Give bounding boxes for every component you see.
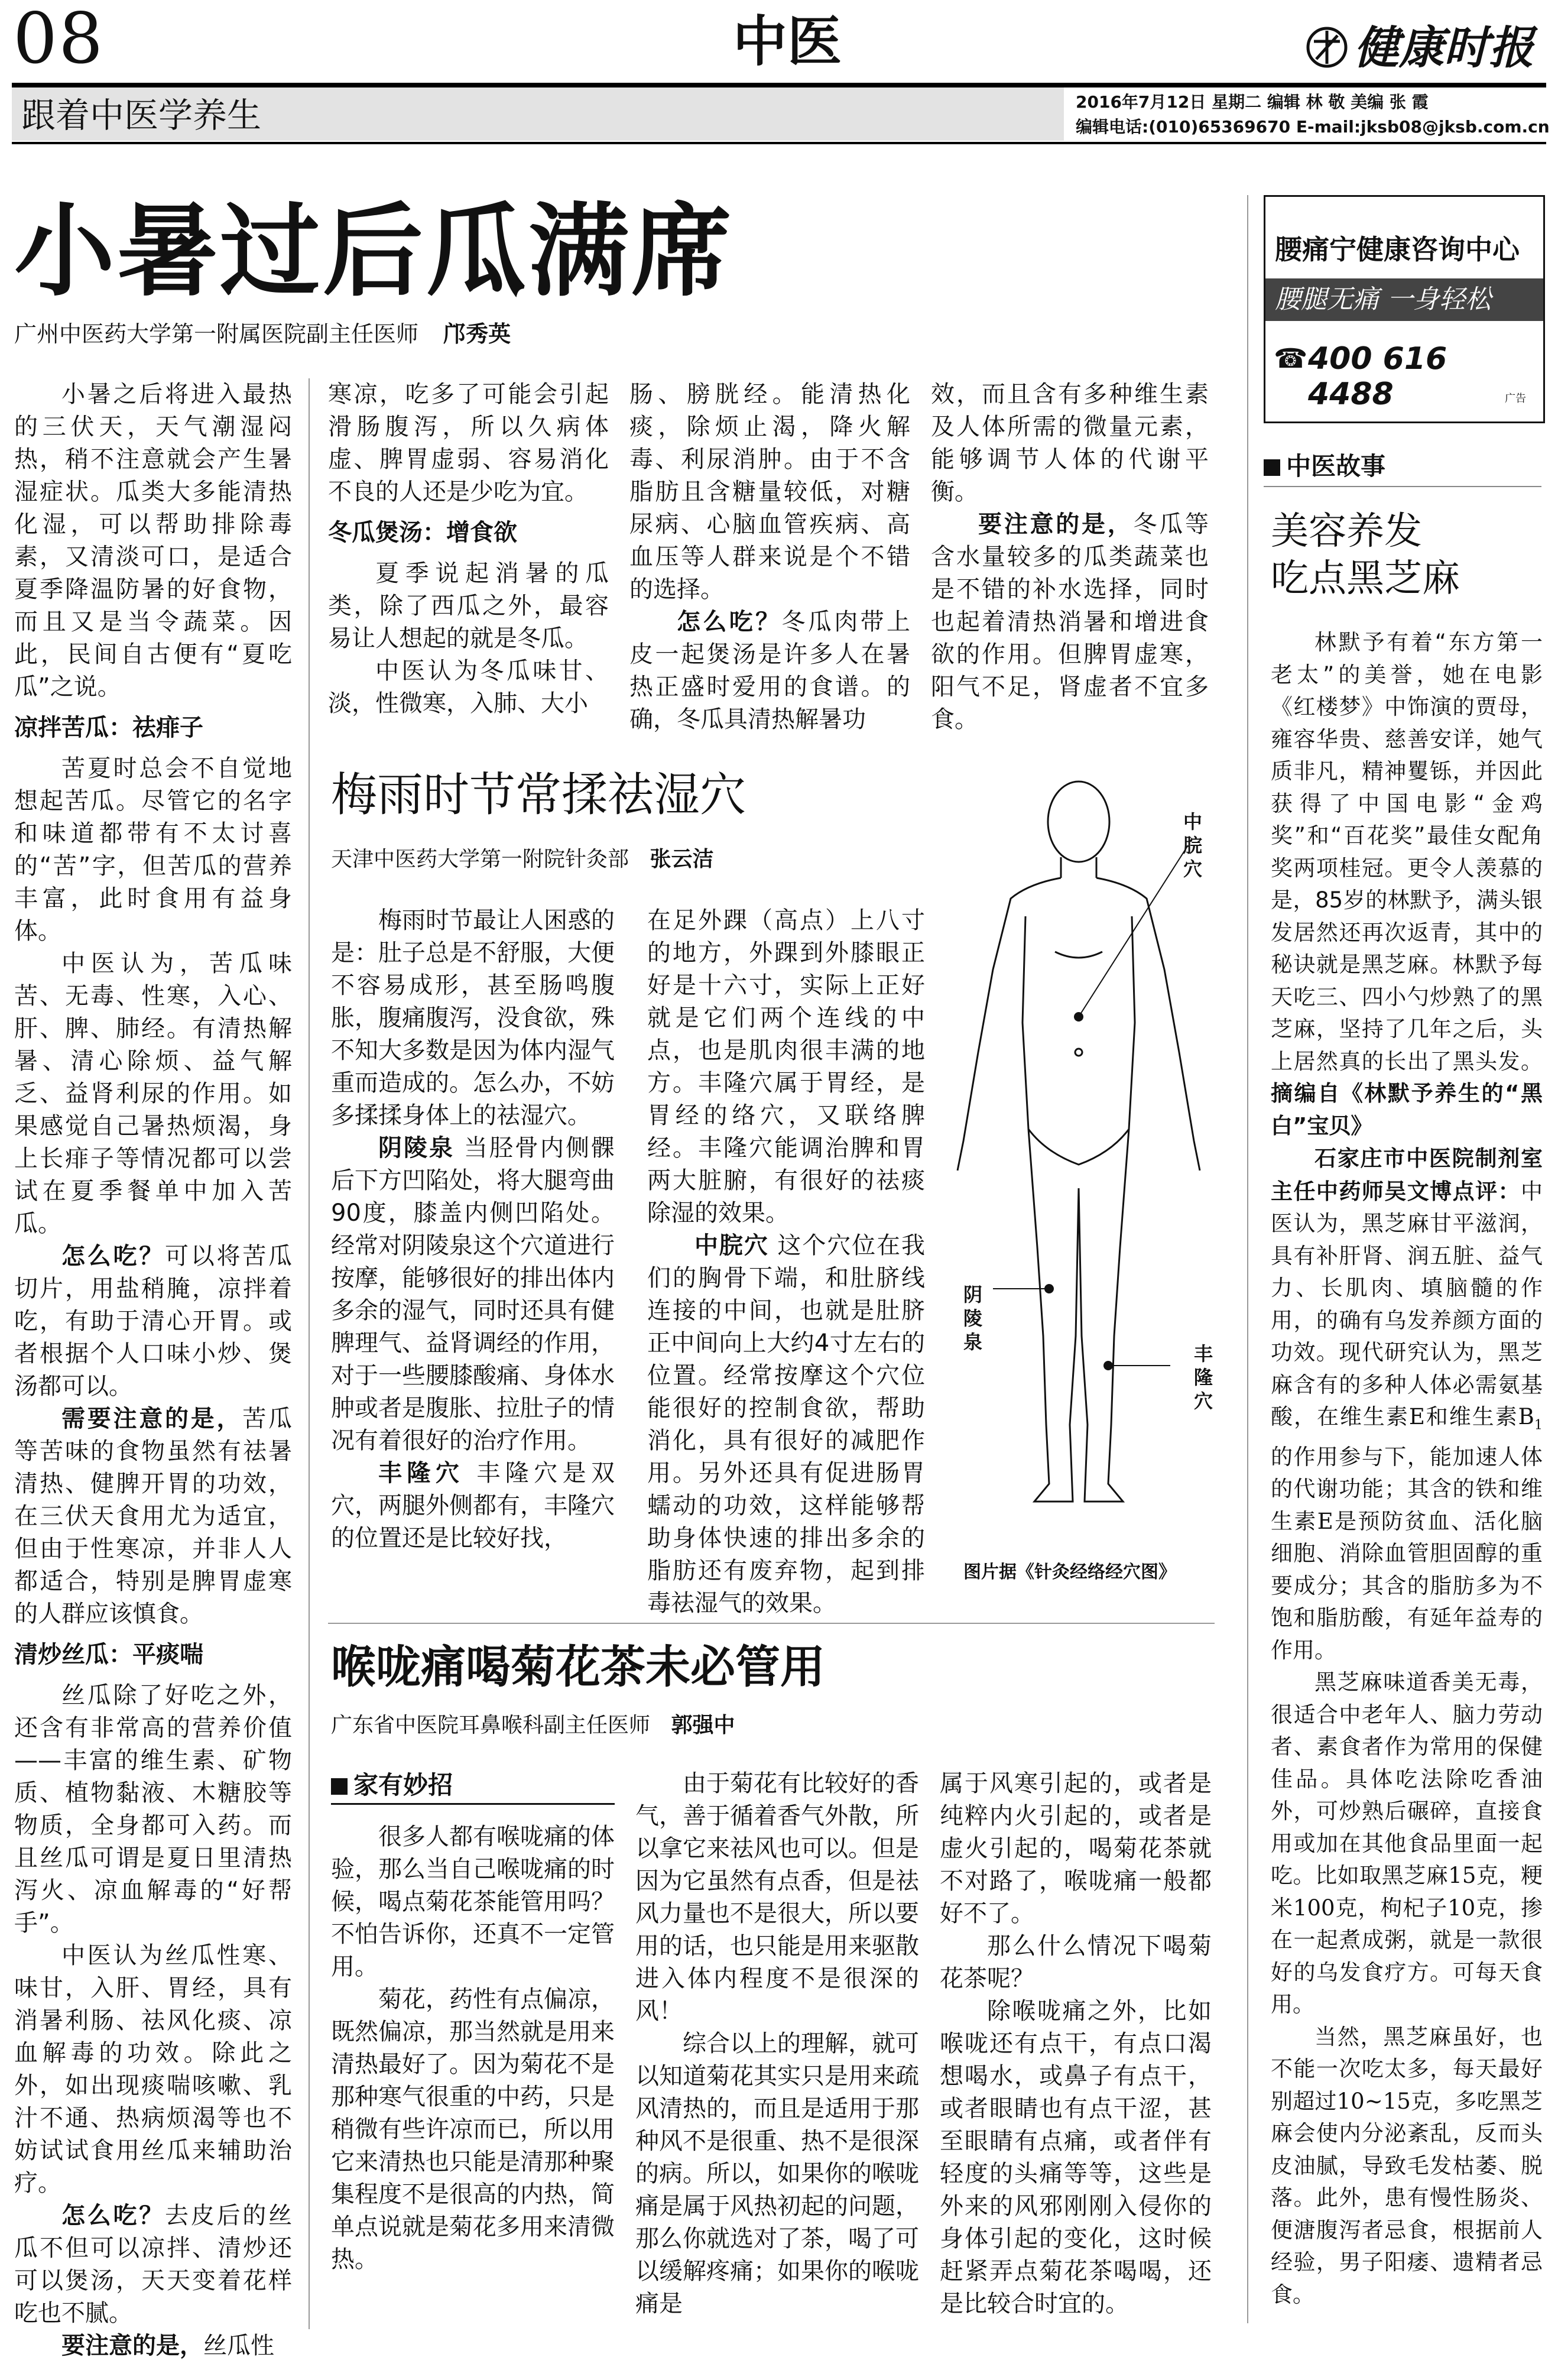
- subheading: 冬瓜煲汤：增食欲: [328, 519, 517, 546]
- byline-author: 邝秀英: [443, 321, 511, 347]
- paragraph-text: 林默予有着“东方第一老太”的美誉，她在电影《红楼梦》中饰演的贾母，雍容华贵、慈善安详，她气质非凡，精神矍铄，并因此获得了中国电影“金鸡奖”和“百花奖”最佳女配角奖两项桂冠。更令人羡慕的是，85岁的林默予，满头银发居然还再次返青，其中的秘诀就是黑芝麻。林默予每天吃三、四小勺炒熟了的黑芝麻，坚持了几年之后，头上居然真的长出了黑头发。: [1271, 630, 1543, 1074]
- label-fenglong: 丰隆穴: [1194, 1343, 1213, 1412]
- comment-text-cont: 的作用参与下，能加速人体的代谢功能；其含的铁和维生素E是预防贫血、活化脑细胞、消除血管胆固醇的重要成分；其含的脂肪多为不饱和脂肪酸，有延年益寿的作用。: [1271, 1444, 1543, 1663]
- paragraph: 中医认为丝瓜性寒、味甘，入肝、胃经，具有消暑利肠、祛风化痰、凉血解毒的功效。除此之外，如出现痰喘咳嗽、乳汁不通、热病烦渴等也不妨试试食用丝瓜来辅助治疗。: [14, 1942, 292, 2197]
- paragraph-text: 这个穴位在我们的胸骨下端，和肚脐线连接的中间，也就是肚脐正中间向上大约4寸左右的位置。经常按摩这个穴位能很好的控制食欲，帮助消化，具有很好的减肥作用。另外还具有促进肠胃蠕动的功效，这样能够帮助身体快速的排出多余的脂肪还有废弃物，起到排毒祛湿气的效果。: [647, 1232, 926, 1617]
- paragraph: 由于菊花有比较好的香气，善于循着香气外散，所以拿它来祛风也可以。但是因为它虽然有点香，但是祛风力量也不是很大，所以要用的话，也只能是用来驱散进入体内程度不是很深的风！: [635, 1770, 919, 2025]
- contact-line: 编辑电话:(010)65369670 E-mail:jksb08@jksb.com.cn: [1076, 117, 1550, 137]
- paragraph: 综合以上的理解，就可以知道菊花其实只是用来疏风清热的，而且是适用于那种风不是很重、热不是很深的病。所以，如果你的喉咙痛是属于风热初起的问题，那么你就选对了茶，喝了可以缓解疼痛；如果你的喉咙痛是: [635, 2030, 919, 2317]
- ad-tag: 广告: [1505, 393, 1526, 405]
- advertisement-box: [1264, 195, 1545, 423]
- paragraph: [14, 1240, 292, 1403]
- paragraph-text: 当胫骨内侧髁后下方凹陷处，将大腿弯曲90度，膝盖内侧凹陷处。经常对阴陵泉这个穴道进行按摩，能够很好的排出体内多余的湿气，同时还具有健脾理气、益肾调经的作用，对于一些腰膝酸痛、身体水肿或者是腹胀、拉肚子的情况有着很好的治疗作用。: [331, 1134, 615, 1454]
- paragraph: 属于风寒引起的，或者是纯粹内火引起的，或者是虚火引起的，喝菊花茶就不对路了，喉咙痛一般都好不了。: [940, 1770, 1212, 1927]
- paragraph: 中医认为，苦瓜味苦、无毒、性寒，入心、肝、脾、肺经。有清热解暑、清心除烦、益气解乏、益肾利尿的作用。如果感觉自己暑热烦渴，身上长痱子等情况都可以尝试在夏季餐单中加入苦瓜。: [14, 950, 292, 1237]
- article2-column2: [647, 904, 925, 1620]
- section-tag-zhongyigushi: [1264, 449, 1541, 484]
- acupoint-figure: [928, 774, 1223, 1602]
- column-divider: [309, 378, 310, 2329]
- sidebar-tag-rule: [1264, 486, 1541, 487]
- column-name: 跟着中医学养生: [21, 95, 262, 135]
- paragraph: 小暑之后将进入最热的三伏天，天气潮湿闷热，稍不注意就会产生暑湿症状。瓜类大多能清热化湿，可以帮助排除毒素，又清淡可口，是适合夏季降温防暑的好食物，而且又是当令蔬菜。因此，民间自古便有“夏吃瓜”之说。: [14, 381, 292, 701]
- comment-lead: 石家庄市中医院制剂室主任中药师吴文博点评：: [1271, 1145, 1543, 1204]
- paragraph: 中医认为冬瓜味甘、淡，性微寒，入肺、大小: [328, 657, 609, 717]
- lead-in: 需要注意的是，: [61, 1405, 243, 1432]
- paragraph-text: 去皮后的丝瓜不但可以凉拌、清炒还可以煲汤，天天变着花样吃也不腻。: [14, 2202, 292, 2327]
- paragraph: 除喉咙痛之外，比如喉咙还有点干，有点口渴想喝水，或鼻子有点干，或者眼睛也有点干涩，甚至眼睛有点痛，或者伴有轻度的头痛等等，这些是外来的风邪刚刚入侵你的身体引起的变化，这时候赶紧弄点菊花茶喝喝，还是比较合时宜的。: [940, 1998, 1212, 2317]
- lead-in: 阴陵泉: [378, 1134, 455, 1162]
- lead-in: 怎么吃？: [61, 2202, 165, 2229]
- paragraph: 肠、膀胱经。能清热化痰，除烦止渴，降火解毒、利尿消肿。由于不含脂肪且含糖量较低，对糖尿病、心脑血管疾病、高血压等人群来说是个不错的选择。: [629, 381, 910, 603]
- paragraph: 寒凉，吃多了可能会引起滑肠腹泻，所以久病体虚、脾胃虚弱、容易消化不良的人还是少吃为宜。: [328, 381, 609, 505]
- paragraph: 菊花，药性有点偏凉，既然偏凉，那当然就是用来清热最好了。因为菊花不是那种寒气很重的中药，只是稍微有些许凉而已，所以用它来清热也只能是清那种聚集程度不是很高的内热，简单点说就是菊花多用来清微热。: [331, 1986, 615, 2273]
- byline-org: 广州中医药大学第一附属医院副主任医师: [14, 321, 419, 347]
- article1-column4: [931, 378, 1209, 736]
- page-number: 08: [13, 0, 105, 79]
- paragraph: [14, 2200, 292, 2330]
- section-tag-jiayoumiaozhao: [331, 1768, 615, 1805]
- section-tag-label: 家有妙招: [353, 1771, 453, 1799]
- square-bullet-icon: [331, 1778, 348, 1795]
- article1-column3: [629, 378, 910, 736]
- paragraph: [1271, 627, 1543, 1142]
- paragraph-text: 苦瓜等苦味的食物虽然有祛暑清热、健脾开胃的功效，在三伏天食用尤为适宜，但由于性寒凉，并非人人都适合，特别是脾胃虚寒的人群应该慎食。: [14, 1405, 292, 1627]
- paragraph: 在足外踝（高点）上八寸的地方，外踝到外膝眼正好是十六寸，实际上正好就是它们两个连线的中点，也是肌肉很丰满的地方。丰隆穴属于胃经，是胃经的络穴，又联络脾经。丰隆穴能调治脾和胃两大脏腑，有很好的祛痰除湿的效果。: [647, 907, 925, 1227]
- phone-icon: ☎: [1274, 342, 1308, 374]
- lead-in: 怎么吃？: [677, 608, 782, 635]
- byline-article3: [331, 1711, 735, 1740]
- paragraph: 很多人都有喉咙痛的体验，那么当自己喉咙痛的时候，喝点菊花茶能管用吗？不怕告诉你，还真不一定管用。: [331, 1823, 615, 1980]
- article1-column2: [328, 378, 609, 720]
- sidebar-headline-line2: 吃点黑芝麻: [1271, 557, 1460, 601]
- paragraph: 苦夏时总会不自觉地想起苦瓜。尽管它的名字和味道都带有不太讨喜的“苦”字，但苦瓜的营养丰富，此时食用有益身体。: [14, 755, 292, 945]
- label-zhongwan: 中脘穴: [1183, 810, 1203, 880]
- source-note: 摘编自《林默予养生的“黑白”宝贝》: [1271, 1081, 1543, 1139]
- sidebar-divider: [1247, 195, 1248, 2323]
- paragraph-text: 冬瓜等含水量较多的瓜类蔬菜也是不错的补水选择，同时也起着清热消暑和增进食欲的作用。但脾胃虚寒，阳气不足，肾虚者不宜多食。: [931, 511, 1209, 733]
- byline-article1: [14, 319, 511, 349]
- headline-article2: 梅雨时节常揉祛湿穴: [331, 769, 746, 822]
- byline-author: 张云洁: [650, 847, 714, 871]
- paragraph: 那么什么情况下喝菊花茶呢？: [940, 1932, 1212, 1992]
- expert-comment: [1271, 1142, 1543, 1666]
- square-bullet-icon: [1264, 459, 1280, 476]
- header-rule-top: [12, 83, 1546, 87]
- masthead-logo: [1303, 18, 1546, 77]
- article3-top-rule: [328, 1623, 1215, 1624]
- paragraph: 效，而且含有多种维生素及人体所需的微量元素，能够调节人体的代谢平衡。: [931, 381, 1209, 505]
- paragraph: [647, 1230, 925, 1620]
- paragraph-text: 冬瓜肉带上皮一起煲汤是许多人在暑热正盛时爱用的食谱。的确，冬瓜具清热解暑功: [629, 608, 910, 733]
- lead-in: 要注意的是，: [978, 511, 1134, 538]
- byline-author: 郭强中: [671, 1713, 735, 1737]
- subscript: 1: [1534, 1417, 1543, 1433]
- paragraph: 夏季说起消暑的瓜类，除了西瓜之外，最容易让人想起的就是冬瓜。: [328, 560, 609, 652]
- sidebar-body: [1271, 627, 1543, 2311]
- paragraph: 梅雨时节最让人困惑的是：肚子总是不舒服，大便不容易成形，甚至肠鸣腹胀，腹痛腹泻，没食欲，殊不知大多数是因为体内湿气重而造成的。怎么办，不妨多揉揉身体上的祛湿穴。: [331, 907, 615, 1129]
- date-line: 2016年7月12日 星期二 编辑 林 敬 美编 张 霞: [1076, 92, 1429, 112]
- figure-caption: 图片据《针灸经络经穴图》: [963, 1562, 1176, 1583]
- paragraph: 当然，黑芝麻虽好，也不能一次吃太多，每天最好别超过10~15克，多吃黑芝麻会使内分泌紊乱，反而头皮油腻，导致毛发枯萎、脱落。此外，患有慢性肠炎、便溏腹泻者忌食，根据前人经验，男子阳痿、遗精者忌食。: [1271, 2024, 1543, 2307]
- byline-org: 天津中医药大学第一附院针灸部: [331, 847, 629, 871]
- paragraph: [14, 2330, 292, 2362]
- paragraph-text: 丝瓜性: [203, 2332, 274, 2359]
- paragraph: [331, 1457, 615, 1555]
- article3-column3: [940, 1768, 1212, 2320]
- paragraph: [14, 1403, 292, 1630]
- subheading: 清炒丝瓜：平痰喘: [14, 1641, 203, 1668]
- lead-in: 中脘穴: [694, 1232, 769, 1259]
- ad-slogan: 腰腿无痛 一身轻松: [1275, 284, 1491, 314]
- article3-column1: [331, 1821, 615, 2276]
- sidebar-headline-line1: 美容养发: [1271, 510, 1422, 553]
- byline-org: 广东省中医院耳鼻喉科副主任医师: [331, 1713, 651, 1737]
- paragraph-text: 丰隆穴是双穴，两腿外侧都有，丰隆穴的位置还是比较好找，: [331, 1460, 615, 1552]
- masthead-title: 健康时报: [1354, 21, 1534, 74]
- subheading: 凉拌苦瓜：祛痱子: [14, 714, 203, 741]
- paragraph-text: 可以将苦瓜切片，用盐稍腌，凉拌着吃，有助于清心开胃。或者根据个人口味小炒、煲汤都可以。: [14, 1243, 292, 1400]
- lead-in: 丰隆穴: [378, 1460, 465, 1487]
- article3-column2: [635, 1768, 919, 2320]
- ad-title: 腰痛宁健康咨询中心: [1275, 234, 1520, 265]
- article1-column1: [14, 378, 292, 2362]
- paragraph: [931, 508, 1209, 736]
- ad-phone: 400 616 4488: [1308, 341, 1447, 412]
- comment-text: 中医认为，黑芝麻甘平滋润，具有补肝肾、润五脏、益气力、长肌肉、填脑髓的作用，的确有乌发养颜方面的功效。现代研究认为，黑芝麻含有的多种人体必需氨基酸，在维生素E和维生素B: [1271, 1178, 1543, 1429]
- paragraph: [629, 606, 910, 736]
- paragraph: 黑芝麻味道香美无毒，很适合中老年人、脑力劳动者、素食者作为常用的保健佳品。具体吃法除吃香油外，可炒熟后碾碎，直接食用或加在其他食品里面一起吃。比如取黑芝麻15克，粳米100克，枸杞子10克，掺在一起煮成粥，就是一款很好的乌发食疗方。可每天食用。: [1271, 1669, 1543, 2018]
- byline-article2: [331, 845, 713, 874]
- paragraph: [331, 1132, 615, 1457]
- header-rule-bottom: [12, 142, 1546, 144]
- section-tag-label: 中医故事: [1286, 452, 1386, 481]
- lead-in: 要注意的是，: [61, 2332, 203, 2359]
- headline-article3: 喉咙痛喝菊花茶未必管用: [331, 1640, 825, 1693]
- section-title: 中医: [733, 9, 842, 73]
- paragraph: 丝瓜除了好吃之外，还含有非常高的营养价值——丰富的维生素、矿物质、植物黏液、木糖胶等物质，全身都可入药。而且丝瓜可谓是夏日里清热泻火、凉血解毒的“好帮手”。: [14, 1682, 292, 1937]
- headline-article1: 小暑过后瓜满席: [14, 192, 735, 310]
- article2-column1: [331, 904, 615, 1555]
- label-yinlingquan: 阴陵泉: [963, 1283, 983, 1353]
- human-body-figure-icon: [928, 774, 1223, 1572]
- lead-in: 怎么吃？: [61, 1243, 165, 1270]
